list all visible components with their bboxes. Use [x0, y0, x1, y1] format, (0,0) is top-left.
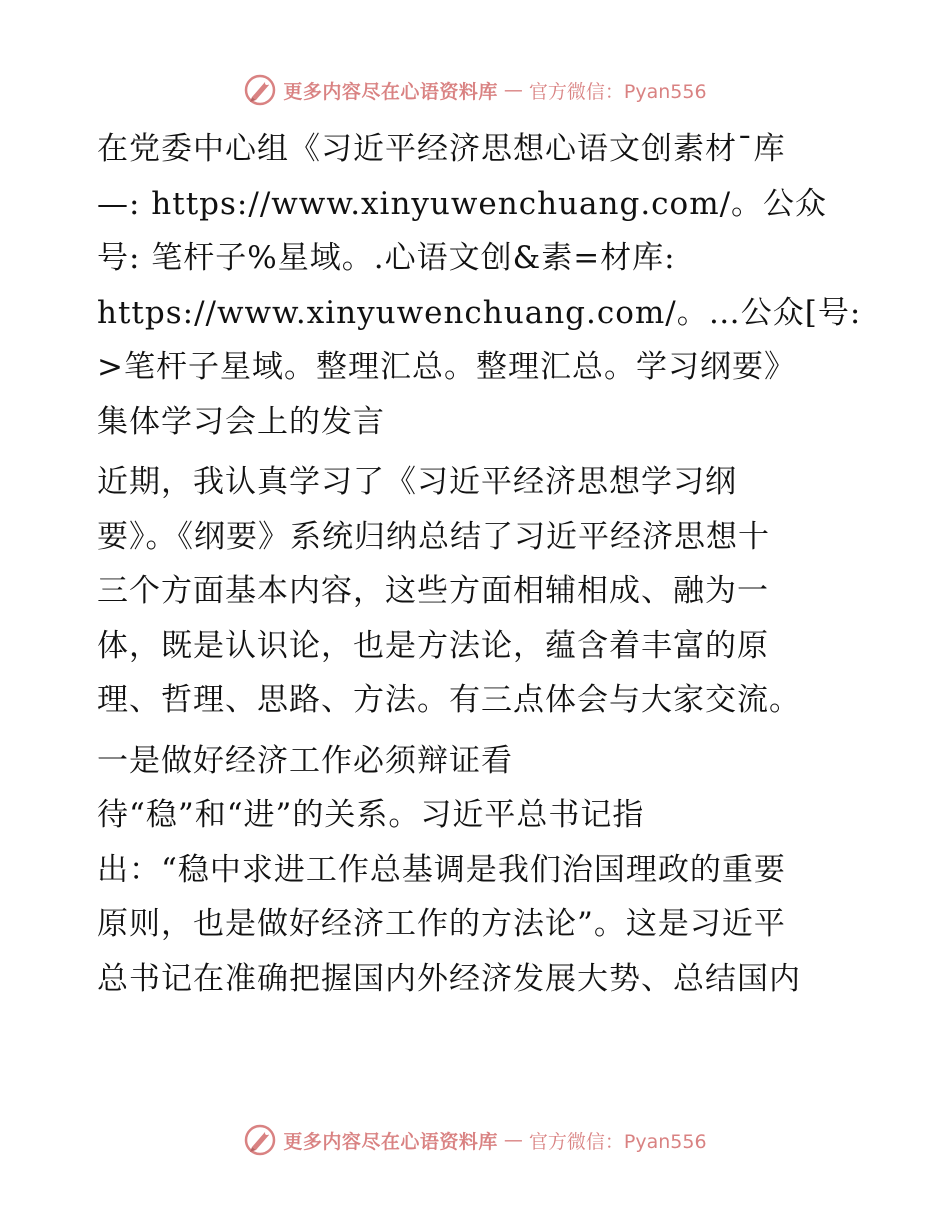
writing-hand-icon: [243, 1123, 277, 1157]
text-line: 原则，也是做好经济工作的方法论”。这是习近平: [97, 906, 786, 942]
text-line: 一是做好经济工作必须辩证看: [97, 742, 513, 779]
text-line: 理、哲理、思路、方法。有三点体会与大家交流。: [97, 682, 801, 718]
text-line: —: https://www.xinyuwenchuang.com/。公众: [97, 185, 828, 222]
watermark-site-text: 更多内容尽在心语资料库: [283, 1130, 498, 1153]
text-line: 号: 笔杆子%星域。.心语文创&素=材库:: [97, 240, 676, 276]
paragraph-intro: [97, 455, 867, 728]
footer-watermark: [0, 1120, 950, 1160]
text-line: 三个方面基本内容，这些方面相辅相成、融为一: [97, 573, 769, 609]
header-watermark: [0, 70, 950, 110]
writing-hand-icon: [243, 73, 277, 107]
document-body: [97, 122, 867, 1012]
text-line: 总书记在准确把握国内外经济发展大势、总结国内: [97, 960, 801, 997]
text-line: 集体学习会上的发言: [97, 403, 385, 440]
watermark-account-text: 官方微信：Pyan556: [528, 80, 707, 103]
watermark-dash: —: [503, 1129, 523, 1151]
text-line: 体，既是认识论，也是方法论，蕴含着丰富的原: [97, 627, 769, 664]
text-line: >笔杆子星域。整理汇总。整理汇总。学习纲要》: [97, 349, 796, 385]
watermark-site-text: 更多内容尽在心语资料库: [283, 80, 498, 103]
text-line: https://www.xinyuwenchuang.com/。…公众[号:: [97, 294, 862, 331]
text-line: 出：“稳中求进工作总基调是我们治国理政的重要: [97, 851, 786, 888]
watermark-dash: —: [503, 79, 523, 101]
text-line: 近期，我认真学习了《习近平经济思想学习纲: [97, 464, 737, 500]
text-line: 要》。《纲要》系统归纳总结了习近平经济思想十: [97, 518, 770, 555]
text-line: 待“稳”和“进”的关系。习近平总书记指: [97, 797, 645, 833]
paragraph-title: [97, 122, 867, 449]
text-line: 在党委中心组《习近平经济思想心语文创素材¯库: [97, 131, 786, 167]
paragraph-point-one: [97, 734, 867, 1007]
watermark-account-text: 官方微信：Pyan556: [528, 1130, 707, 1153]
